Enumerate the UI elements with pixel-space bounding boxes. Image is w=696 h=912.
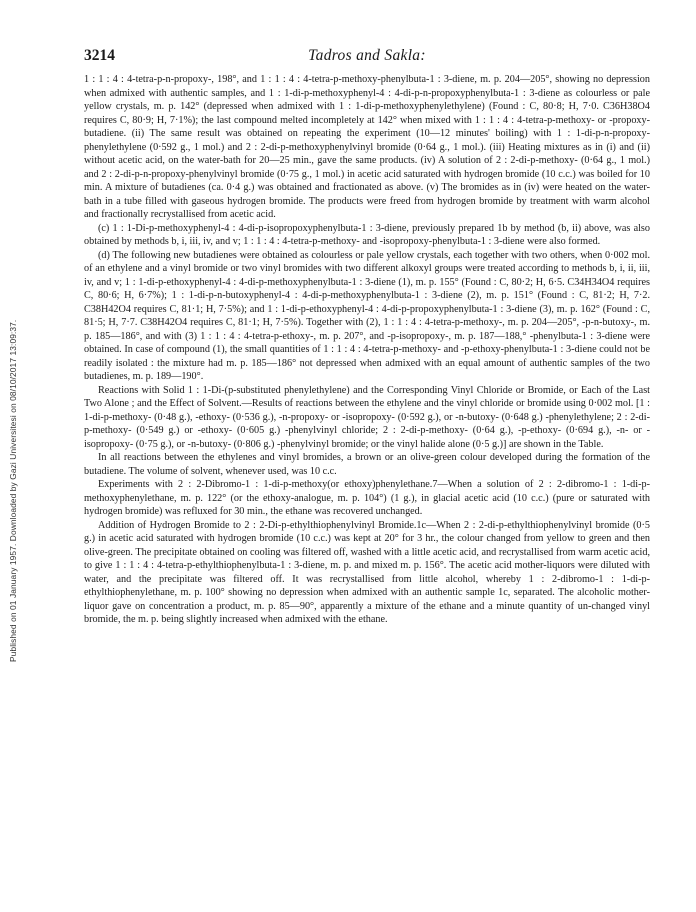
page-header bbox=[84, 47, 650, 69]
article-body bbox=[84, 73, 650, 627]
paragraph: Experiments with 2 : 2-Dibromo-1 : 1-di-p-methoxy(or ethoxy)phenylethane.7—When a solution of 2 : 2-dibromo-1 : 1-di-p-methoxyphenylethane, m. p. 122° (or the ethoxy-analogue, m. p. 104°) (1 g.), in glacial acetic acid (10 c.c.) (pure or saturated with hydrogen bromide) was refluxed for 30 min., the ethane was recovered unchanged. bbox=[84, 479, 650, 517]
download-notice-sidebar bbox=[0, 0, 16, 912]
paragraph: 1 : 1 : 4 : 4-tetra-p-n-propoxy-, 198°, and 1 : 1 : 4 : 4-tetra-p-methoxy-phenylbuta-1 : 3-diene, m. p. 204—205°, showing no depression when admixed with authentic samples, and 1 : 1-di-p-methoxyphenyl-4 : 4-di-p-n-propoxyphenylbuta-1 : 3-diene as colourless or pale yellow crystals, m. p. 142° (depressed when admixed with 1 : 1-di-p-methoxyphenylethylene) (Found : C, 80·8; H, 7·0. C36H38O4 requires C, 80·9; H, 7·1%); the last compound melted incompletely at 142° when mixed with 1 : 1 : 4 : 4-tetra-p-methoxy- or -propoxy-butadiene. (ii) The same result was obtained on repeating the experiment (10—12 minutes' boiling) with 1 : 1-di-p-n-propoxy-phenylethylene (0·592 g., 1 mol.) and 2 : 2-di-p-methoxyphenylvinyl bromide (0·64 g., 1 mol.). (iii) Heating mixtures as in (i) and (ii) without acetic acid, on the water-bath for 20—25 min., gave the same products. (iv) A solution of 2 : 2-di-p-methoxy- (0·64 g., 1 mol.) and 2 : 2-di-p-n-propoxy-phenylvinyl bromide (0·75 g., 1 mol.) in acetic acid saturated with hydrogen bromide (10 c.c.) was boiled for 10 min. A mixture of butadienes (ca. 0·4 g.) was obtained and fractionated as above. (v) The bromides as in (iv) were heated on the water-bath in a tube filled with gaseous hydrogen bromide. The products were freed from hydrogen bromide by treatment with warm alcohol and fractionally recrystallised from acetic acid. bbox=[84, 74, 650, 220]
paragraph: In all reactions between the ethylenes and vinyl bromides, a brown or an olive-green colour developed during the formation of the butadiene. The volume of solvent, whenever used, was 10 c.c. bbox=[84, 452, 650, 477]
paragraph: Addition of Hydrogen Bromide to 2 : 2-Di-p-ethylthiophenylvinyl Bromide.1c—When 2 : 2-di-p-ethylthiophenylvinyl bromide (0·5 g.) in acetic acid saturated with hydrogen bromide (10 c.c.) was kept at 20° for 3 hr., the colour changed from yellow to green and then olive-green. The precipitate obtained on cooling was filtered off, washed with a little acetic acid, and recrystallised from warm acetic acid, to give 1 : 1 : 4 : 4-tetra-p-ethylthiophenylbuta-1 : 3-diene, m. p. and mixed m. p. 156°. The acetic acid mother-liquors were diluted with water, and the precipitate was filtered off. It was recrystallised from little alcohol, whereby 1 : 2-dibromo-1 : 1-di-p-ethylthiophenylethane, m. p. 100° showing no depression when admixed with an authentic sample 1c, separated. The alcoholic mother-liquor gave on concentration a product, m. p. 85—90°, apparently a mixture of the ethane and a minute quantity of un-changed vinyl bromide, the m. p. being slightly increased when admixed with the ethane. bbox=[84, 519, 650, 625]
paper-page bbox=[84, 47, 650, 627]
paragraph: Reactions with Solid 1 : 1-Di-(p-substituted phenylethylene) and the Corresponding Vinyl Chloride or Bromide, or Each of the Last Two Alone ; and the Effect of Solvent.—Results of reactions between the ethylene and the vinyl chloride or bromide using 0·002 mol. [1 : 1-di-p-methoxy- (0·48 g.), -ethoxy- (0·536 g.), -n-propoxy- or -isopropoxy- (0·592 g.), or -n-butoxy- (0·648 g.) -phenylethylene; 2 : 2-di-p-methoxy- (0·549 g.) or -ethoxy- (0·605 g.) -phenylvinyl chloride; 2 : 2-di-p-methoxy- (0·64 g.), -p-ethoxy- (0·694 g.), -n- or -isopropoxy- (0·75 g.), or -n-butoxy- (0·806 g.) -phenylvinyl bromide; or the vinyl halide alone (0·5 g.)] are shown in the Table. bbox=[84, 384, 650, 450]
page-number: 3214 bbox=[84, 47, 115, 64]
paragraph: (d) The following new butadienes were obtained as colourless or pale yellow crystals, each together with two others, when 0·002 mol. of an ethylene and a vinyl bromide or two vinyl bromides with two different alkoxyl groups were treated according to methods b, i, ii, iii, iv, and v; 1 : 1-di-p-ethoxyphenyl-4 : 4-di-p-methoxyphenylbuta-1 : 3-diene (1), m. p. 155° (Found : C, 80·2; H, 6·5. C34H34O4 requires C, 80·6; H, 6·7%); 1 : 1-di-p-n-butoxyphenyl-4 : 4-di-p-methoxyphenylbuta-1 : 3-diene (2), m. p. 151° (Found : C, 81·2; H, 7·2. C38H42O4 requires C, 81·1; H, 7·5%); and 1 : 1-di-p-ethoxyphenyl-4 : 4-di-p-propoxyphenylbuta-1 : 3-diene (3), m. p. 162° (Found : C, 81·5; H, 7·7. C38H42O4 requires C, 81·1; H, 7·5%). Together with (2), 1 : 1 : 4 : 4-tetra-p-methoxy-, m. p. 204—205°, -p-n-butoxy-, m. p. 185—186°, and with (3) 1 : 1 : 4 : 4-tetra-p-ethoxy-, m. p. 207°, and -p-isopropoxy-, m. p. 187—188,° -phenylbuta-1 : 3-diene were obtained. In case of compound (1), the small quantities of 1 : 1 : 4 : 4-tetra-p-methoxy- and -p-ethoxy-phenylbuta-1 : 3-diene could not be readily isolated : the mixture had m. p. 185—186° not depressed when admixed with an equal amount of authentic samples of the two butadienes, m. p. 189—190°. bbox=[84, 249, 650, 382]
download-notice: Published on 01 January 1957. Downloaded by Gazi Universitesi on 08/10/2017 13:09:37. bbox=[8, 319, 18, 662]
paragraph: (c) 1 : 1-Di-p-methoxyphenyl-4 : 4-di-p-isopropoxyphenylbuta-1 : 3-diene, previously prepared 1b by method (b, ii) above, was also obtained by methods b, i, iii, iv, and v; 1 : 1 : 4 : 4-tetra-p-methoxy- and -isopropoxy-phenylbuta-1 : 3-diene were also formed. bbox=[84, 222, 650, 247]
running-title: Tadros and Sakla: bbox=[308, 47, 426, 64]
